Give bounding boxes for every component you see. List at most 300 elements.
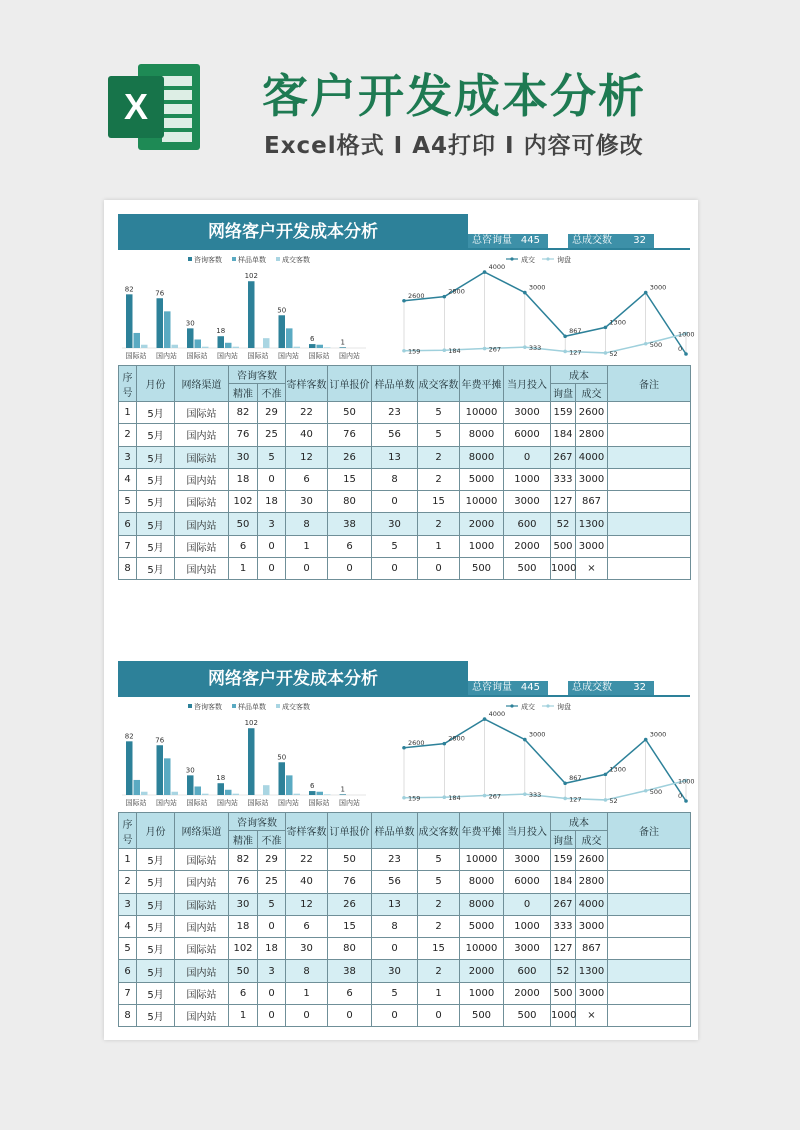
bar bbox=[172, 345, 179, 348]
hero-banner bbox=[0, 0, 800, 195]
table-cell: 5000 bbox=[460, 468, 504, 490]
bar bbox=[286, 775, 293, 795]
table-cell: 13 bbox=[372, 893, 418, 915]
data-point bbox=[684, 799, 688, 803]
table-cell: 29 bbox=[258, 849, 286, 871]
header-deals: 成交客数 bbox=[418, 813, 460, 849]
data-point bbox=[483, 270, 487, 274]
table-cell: 40 bbox=[286, 424, 328, 446]
header-consult: 咨询客数 bbox=[229, 366, 286, 384]
table-cell: 29 bbox=[258, 402, 286, 424]
data-point bbox=[523, 738, 527, 742]
table-cell: 8000 bbox=[460, 871, 504, 893]
header-imprecise: 不准 bbox=[258, 384, 286, 402]
table-cell: 0 bbox=[418, 1005, 460, 1027]
table-cell: 10000 bbox=[460, 402, 504, 424]
table-cell: 159 bbox=[551, 849, 576, 871]
table-cell: 国际站 bbox=[175, 535, 229, 557]
point-label: 333 bbox=[528, 344, 542, 353]
table-cell: 5月 bbox=[137, 468, 175, 490]
table-cell: 56 bbox=[372, 871, 418, 893]
table-cell: 4 bbox=[119, 915, 137, 937]
bar bbox=[294, 347, 301, 348]
header-sample-clients: 寄样客数 bbox=[286, 813, 328, 849]
table-cell: 500 bbox=[504, 558, 551, 580]
table-cell: 2 bbox=[119, 871, 137, 893]
stat-label: 总成交数 bbox=[572, 682, 612, 693]
data-label: 102 bbox=[244, 719, 258, 728]
data-point bbox=[402, 299, 406, 303]
table-cell: 500 bbox=[551, 982, 576, 1004]
table-cell: 15 bbox=[418, 938, 460, 960]
table-cell bbox=[608, 982, 691, 1004]
table-cell: 2 bbox=[418, 915, 460, 937]
table-cell: 2000 bbox=[504, 982, 551, 1004]
line-chart bbox=[396, 701, 695, 813]
header-consult: 咨询客数 bbox=[229, 813, 286, 831]
data-point bbox=[684, 352, 688, 356]
point-label: 127 bbox=[569, 795, 582, 804]
table-cell: 7 bbox=[119, 982, 137, 1004]
table-cell: 1 bbox=[418, 982, 460, 1004]
table-cell: 6 bbox=[119, 960, 137, 982]
bar bbox=[141, 792, 148, 795]
data-point bbox=[483, 347, 487, 351]
table-cell: 0 bbox=[328, 1005, 372, 1027]
table-cell: 267 bbox=[551, 893, 576, 915]
data-label: 76 bbox=[155, 736, 165, 745]
table-cell: 127 bbox=[551, 491, 576, 513]
table-row bbox=[119, 938, 691, 960]
table-cell: 25 bbox=[258, 424, 286, 446]
table-cell: 1 bbox=[418, 535, 460, 557]
table-cell bbox=[608, 915, 691, 937]
bar bbox=[233, 347, 240, 348]
bar bbox=[317, 345, 324, 348]
point-label: 500 bbox=[649, 787, 663, 796]
table-cell: 38 bbox=[328, 513, 372, 535]
table-cell: × bbox=[576, 1005, 608, 1027]
table-cell: 0 bbox=[418, 558, 460, 580]
header-sample-clients: 寄样客数 bbox=[286, 366, 328, 402]
table-cell: 国内站 bbox=[175, 960, 229, 982]
table-cell: 102 bbox=[229, 491, 258, 513]
table-cell bbox=[608, 558, 691, 580]
bar bbox=[187, 328, 194, 348]
table-row bbox=[119, 960, 691, 982]
data-table bbox=[118, 365, 691, 580]
table-cell: 30 bbox=[372, 960, 418, 982]
report-title: 网络客户开发成本分析 bbox=[118, 214, 468, 250]
data-point bbox=[604, 326, 608, 330]
table-cell: 2800 bbox=[576, 871, 608, 893]
table-row bbox=[119, 535, 691, 557]
table-cell: 5 bbox=[258, 893, 286, 915]
legend-label: 询盘 bbox=[557, 256, 571, 264]
table-cell: 6 bbox=[229, 535, 258, 557]
table-cell: 500 bbox=[551, 535, 576, 557]
data-point bbox=[563, 350, 567, 354]
data-point bbox=[563, 334, 567, 338]
table-cell: 3 bbox=[119, 893, 137, 915]
point-label: 52 bbox=[609, 796, 618, 805]
bar bbox=[126, 741, 133, 795]
logo-letter: X bbox=[123, 86, 149, 127]
legend-marker bbox=[510, 704, 513, 707]
table-cell: 184 bbox=[551, 424, 576, 446]
table-cell: 国际站 bbox=[175, 982, 229, 1004]
table-cell: 50 bbox=[229, 960, 258, 982]
table-cell bbox=[608, 871, 691, 893]
table-cell: 2000 bbox=[460, 513, 504, 535]
header-precise: 精准 bbox=[229, 384, 258, 402]
data-point bbox=[442, 795, 446, 799]
legend-label: 成交 bbox=[521, 703, 535, 711]
hero-subtitle: Excel格式 I A4打印 I 内容可修改 bbox=[264, 133, 644, 159]
table-cell: 500 bbox=[504, 1005, 551, 1027]
table-cell: 1300 bbox=[576, 960, 608, 982]
table-cell: 3 bbox=[258, 513, 286, 535]
stat-total-consult bbox=[468, 234, 548, 248]
table-cell: 10000 bbox=[460, 938, 504, 960]
table-cell: 1 bbox=[119, 402, 137, 424]
bar bbox=[263, 338, 270, 348]
legend-label: 样品单数 bbox=[238, 256, 266, 264]
table-row bbox=[119, 871, 691, 893]
bar bbox=[279, 762, 286, 795]
data-point bbox=[604, 773, 608, 777]
bar bbox=[309, 344, 316, 348]
table-row bbox=[119, 1005, 691, 1027]
table-cell: 2 bbox=[418, 468, 460, 490]
table-cell: 国内站 bbox=[175, 424, 229, 446]
table-cell: 3000 bbox=[576, 468, 608, 490]
table-cell: 184 bbox=[551, 871, 576, 893]
table-cell: 5 bbox=[258, 446, 286, 468]
table-cell bbox=[608, 491, 691, 513]
table-cell: 23 bbox=[372, 849, 418, 871]
stat-value: 32 bbox=[633, 682, 646, 693]
data-point bbox=[644, 789, 648, 793]
point-label: 1000 bbox=[678, 777, 695, 786]
table-cell: 0 bbox=[286, 558, 328, 580]
x-tick-label: 国际站 bbox=[308, 352, 330, 360]
table-cell: 4000 bbox=[576, 893, 608, 915]
point-label: 267 bbox=[488, 792, 501, 801]
table-cell: 0 bbox=[258, 468, 286, 490]
data-label: 18 bbox=[216, 327, 226, 336]
point-label: 2800 bbox=[448, 287, 465, 296]
x-tick-label: 国际站 bbox=[247, 799, 269, 807]
bar bbox=[248, 281, 255, 348]
header-fee: 年费平摊 bbox=[460, 813, 504, 849]
table-cell: 80 bbox=[328, 491, 372, 513]
data-point bbox=[563, 781, 567, 785]
stat-value: 32 bbox=[633, 235, 646, 246]
x-tick-label: 国内站 bbox=[278, 352, 299, 360]
data-point bbox=[563, 797, 567, 801]
table-row bbox=[119, 849, 691, 871]
table-cell: 40 bbox=[286, 871, 328, 893]
table-cell bbox=[608, 849, 691, 871]
data-label: 6 bbox=[310, 782, 315, 791]
data-label: 30 bbox=[185, 319, 195, 328]
table-cell: 333 bbox=[551, 468, 576, 490]
header-cost: 成本 bbox=[551, 813, 608, 831]
x-tick-label: 国际站 bbox=[186, 799, 208, 807]
table-cell: 国际站 bbox=[175, 491, 229, 513]
table-cell: 867 bbox=[576, 938, 608, 960]
table-cell: 5月 bbox=[137, 513, 175, 535]
bar bbox=[340, 794, 347, 795]
table-cell: 国内站 bbox=[175, 871, 229, 893]
title-underline bbox=[118, 248, 690, 250]
table-cell: 600 bbox=[504, 513, 551, 535]
table-cell: 500 bbox=[460, 558, 504, 580]
header-cost-deal: 成交 bbox=[576, 384, 608, 402]
table-cell: 102 bbox=[229, 938, 258, 960]
table-cell: 6000 bbox=[504, 871, 551, 893]
point-label: 0 bbox=[678, 345, 683, 353]
bar bbox=[317, 792, 324, 795]
table-cell: 12 bbox=[286, 446, 328, 468]
bar bbox=[157, 745, 164, 795]
table-cell: 0 bbox=[372, 558, 418, 580]
bar bbox=[164, 758, 171, 795]
table-cell: 5月 bbox=[137, 915, 175, 937]
table-cell: 3000 bbox=[576, 535, 608, 557]
stat-label: 总成交数 bbox=[572, 235, 612, 246]
table-cell: 2 bbox=[418, 446, 460, 468]
table-row bbox=[119, 468, 691, 490]
point-label: 0 bbox=[678, 792, 683, 800]
bar bbox=[218, 783, 225, 795]
point-label: 184 bbox=[448, 347, 461, 356]
table-cell: 30 bbox=[372, 513, 418, 535]
table-cell: 5月 bbox=[137, 424, 175, 446]
table-cell: 6 bbox=[286, 915, 328, 937]
table-cell: 15 bbox=[328, 915, 372, 937]
table-cell: 0 bbox=[258, 1005, 286, 1027]
legend-label: 咨询客数 bbox=[194, 256, 222, 264]
stat-total-deals bbox=[568, 681, 654, 695]
legend-label: 成交 bbox=[521, 256, 535, 264]
report-block-2 bbox=[118, 661, 695, 1041]
point-label: 1000 bbox=[678, 330, 695, 339]
table-cell: 5 bbox=[418, 424, 460, 446]
header-note: 备注 bbox=[608, 366, 691, 402]
table-row bbox=[119, 424, 691, 446]
table-cell bbox=[608, 960, 691, 982]
table-cell: 2 bbox=[418, 893, 460, 915]
data-point bbox=[604, 798, 608, 802]
table-cell: 8 bbox=[286, 960, 328, 982]
header-channel: 网络渠道 bbox=[175, 366, 229, 402]
legend-swatch bbox=[188, 704, 192, 708]
point-label: 159 bbox=[408, 347, 421, 356]
table-cell: 5月 bbox=[137, 849, 175, 871]
table-row bbox=[119, 893, 691, 915]
table-cell: × bbox=[576, 558, 608, 580]
table-cell: 5 bbox=[418, 402, 460, 424]
header-note: 备注 bbox=[608, 813, 691, 849]
data-label: 30 bbox=[185, 766, 195, 775]
table-row bbox=[119, 491, 691, 513]
stat-value: 445 bbox=[520, 235, 540, 246]
point-label: 2600 bbox=[408, 738, 425, 747]
x-tick-label: 国际站 bbox=[186, 352, 208, 360]
data-label: 76 bbox=[155, 289, 165, 298]
table-cell: 5月 bbox=[137, 893, 175, 915]
table-cell: 22 bbox=[286, 849, 328, 871]
table-cell: 76 bbox=[229, 871, 258, 893]
table-cell: 0 bbox=[258, 558, 286, 580]
report-block-1 bbox=[118, 214, 695, 594]
point-label: 2600 bbox=[408, 291, 425, 300]
header-sample-units: 样品单数 bbox=[372, 813, 418, 849]
header-quote: 订单报价 bbox=[328, 813, 372, 849]
table-cell: 23 bbox=[372, 402, 418, 424]
header-channel: 网络渠道 bbox=[175, 813, 229, 849]
legend-swatch bbox=[276, 257, 280, 261]
table-cell: 8000 bbox=[460, 424, 504, 446]
table-cell: 5月 bbox=[137, 1005, 175, 1027]
table-cell: 0 bbox=[372, 1005, 418, 1027]
x-tick-label: 国内站 bbox=[156, 352, 177, 360]
header-cost-consult: 询盘 bbox=[551, 384, 576, 402]
header-sample-units: 样品单数 bbox=[372, 366, 418, 402]
header-precise: 精准 bbox=[229, 831, 258, 849]
table-cell: 5 bbox=[418, 871, 460, 893]
bar bbox=[195, 786, 202, 795]
legend-swatch bbox=[232, 257, 236, 261]
table-cell bbox=[608, 513, 691, 535]
table-row bbox=[119, 446, 691, 468]
bar bbox=[309, 791, 316, 795]
table-cell: 3000 bbox=[576, 982, 608, 1004]
data-point bbox=[644, 291, 648, 295]
bar-chart bbox=[118, 254, 368, 364]
table-cell: 18 bbox=[229, 468, 258, 490]
bar bbox=[225, 343, 232, 348]
table-cell: 30 bbox=[286, 938, 328, 960]
bar bbox=[134, 780, 141, 795]
table-row bbox=[119, 402, 691, 424]
bar bbox=[263, 785, 270, 795]
data-point bbox=[644, 738, 648, 742]
point-label: 500 bbox=[649, 340, 663, 349]
bar bbox=[172, 792, 179, 795]
table-cell: 2000 bbox=[460, 960, 504, 982]
table-cell: 3000 bbox=[504, 849, 551, 871]
data-label: 6 bbox=[310, 335, 315, 344]
data-point bbox=[442, 295, 446, 299]
bar bbox=[187, 775, 194, 795]
table-cell: 5月 bbox=[137, 558, 175, 580]
x-tick-label: 国内站 bbox=[339, 352, 360, 360]
table-cell: 52 bbox=[551, 960, 576, 982]
legend-label: 样品单数 bbox=[238, 703, 266, 711]
point-label: 4000 bbox=[488, 710, 506, 719]
table-cell: 国际站 bbox=[175, 446, 229, 468]
table-cell: 50 bbox=[229, 513, 258, 535]
bar bbox=[134, 333, 141, 348]
bar bbox=[225, 790, 232, 795]
bar bbox=[279, 315, 286, 348]
header-seq: 序号 bbox=[119, 366, 137, 402]
point-label: 267 bbox=[488, 345, 501, 354]
table-cell: 1000 bbox=[504, 468, 551, 490]
x-tick-label: 国际站 bbox=[247, 352, 269, 360]
table-cell: 5000 bbox=[460, 915, 504, 937]
table-cell: 1 bbox=[119, 849, 137, 871]
table-cell: 7 bbox=[119, 535, 137, 557]
table-cell: 3000 bbox=[504, 402, 551, 424]
bar bbox=[141, 345, 148, 348]
document-sheet bbox=[104, 200, 698, 1040]
table-row bbox=[119, 558, 691, 580]
legend-swatch bbox=[276, 704, 280, 708]
data-label: 50 bbox=[277, 306, 287, 315]
table-cell: 2000 bbox=[504, 535, 551, 557]
table-cell: 18 bbox=[229, 915, 258, 937]
header-imprecise: 不准 bbox=[258, 831, 286, 849]
table-cell: 0 bbox=[286, 1005, 328, 1027]
point-label: 3000 bbox=[649, 730, 667, 739]
bar bbox=[126, 294, 133, 348]
table-cell: 26 bbox=[328, 446, 372, 468]
table-cell: 82 bbox=[229, 849, 258, 871]
table-row bbox=[119, 513, 691, 535]
table-cell: 12 bbox=[286, 893, 328, 915]
table-cell: 5月 bbox=[137, 871, 175, 893]
bar bbox=[248, 728, 255, 795]
stat-value: 445 bbox=[520, 682, 540, 693]
point-label: 159 bbox=[408, 794, 421, 803]
table-cell: 18 bbox=[258, 938, 286, 960]
table-cell: 国内站 bbox=[175, 468, 229, 490]
bar bbox=[233, 794, 240, 795]
table-cell: 56 bbox=[372, 424, 418, 446]
bar-chart bbox=[118, 701, 368, 811]
data-label: 50 bbox=[277, 753, 287, 762]
stat-label: 总咨询量 bbox=[472, 682, 512, 693]
point-label: 2800 bbox=[448, 734, 465, 743]
table-cell: 2800 bbox=[576, 424, 608, 446]
table-cell: 500 bbox=[460, 1005, 504, 1027]
point-label: 1300 bbox=[609, 765, 626, 774]
report-title: 网络客户开发成本分析 bbox=[118, 661, 468, 697]
table-cell: 4 bbox=[119, 468, 137, 490]
bar bbox=[218, 336, 225, 348]
table-row bbox=[119, 982, 691, 1004]
bar bbox=[324, 347, 331, 348]
table-cell: 18 bbox=[258, 491, 286, 513]
line-chart bbox=[396, 254, 695, 366]
bar bbox=[164, 311, 171, 348]
table-cell: 1000 bbox=[460, 982, 504, 1004]
table-cell: 15 bbox=[418, 491, 460, 513]
table-cell: 6 bbox=[119, 513, 137, 535]
data-point bbox=[523, 345, 527, 349]
table-cell: 5月 bbox=[137, 982, 175, 1004]
x-tick-label: 国内站 bbox=[217, 352, 238, 360]
legend-label: 成交客数 bbox=[282, 256, 310, 264]
data-label: 18 bbox=[216, 774, 226, 783]
table-cell: 600 bbox=[504, 960, 551, 982]
data-point bbox=[402, 746, 406, 750]
legend-marker bbox=[546, 257, 549, 260]
